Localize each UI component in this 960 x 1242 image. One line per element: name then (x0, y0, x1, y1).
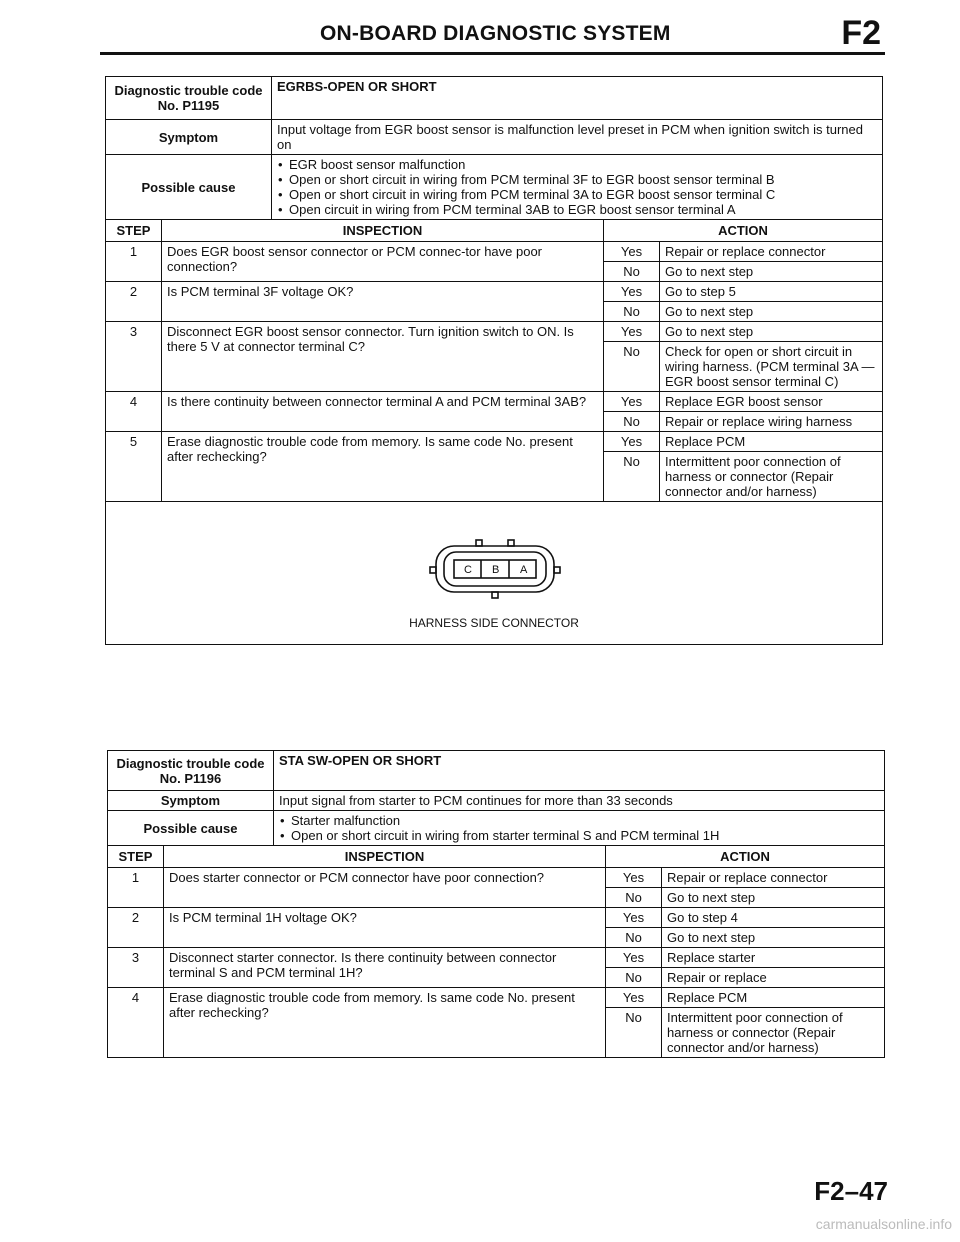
no-action: Repair or replace (662, 968, 885, 988)
yes-label: Yes (604, 282, 660, 302)
yes-label: Yes (604, 432, 660, 452)
inspection-text: Disconnect EGR boost sensor connector. Turn ignition switch to ON. Is there 5 V at connector terminal C? (162, 322, 604, 392)
yes-action: Replace PCM (660, 432, 883, 452)
step-number: 3 (108, 948, 164, 988)
inspection-text: Is PCM terminal 3F voltage OK? (162, 282, 604, 322)
no-label: No (604, 452, 660, 502)
yes-label: Yes (604, 322, 660, 342)
yes-label: Yes (606, 868, 662, 888)
step-row (106, 432, 883, 452)
cause-item: • Starter malfunction (279, 813, 879, 828)
yes-label: Yes (604, 242, 660, 262)
yes-label: Yes (604, 392, 660, 412)
pin-label-c: C (464, 564, 472, 576)
no-action: Go to next step (660, 302, 883, 322)
step-number: 1 (106, 242, 162, 282)
dtc-title: EGRBS-OPEN OR SHORT (272, 77, 883, 120)
cause-item: • Open or short circuit in wiring from PCM terminal 3A to EGR boost sensor terminal C (277, 187, 877, 202)
dtc-label-text: Diagnostic trouble code No. (114, 83, 263, 113)
no-action: Go to next step (662, 928, 885, 948)
dtc-row (106, 77, 883, 120)
column-header-row (108, 846, 885, 868)
cause-item: • Open or short circuit in wiring from PCM terminal 3F to EGR boost sensor terminal B (277, 172, 877, 187)
pin-label-a: A (520, 564, 528, 576)
step-number: 5 (106, 432, 162, 502)
connector-figure-cell (106, 502, 883, 645)
step-number: 3 (106, 322, 162, 392)
step-header: STEP (106, 220, 162, 242)
step-number: 2 (108, 908, 164, 948)
dtc-label (106, 77, 272, 120)
watermark: carmanualsonline.info (815, 1216, 952, 1232)
inspection-header: INSPECTION (164, 846, 606, 868)
step-row (108, 948, 885, 968)
page-header (100, 14, 885, 52)
symptom-text: Input voltage from EGR boost sensor is malfunction level preset in PCM when ignition switch is turned on (272, 120, 883, 155)
inspection-text: Erase diagnostic trouble code from memory. Is same code No. present after rechecking? (162, 432, 604, 502)
no-action: Go to next step (660, 262, 883, 282)
no-action: Repair or replace wiring harness (660, 412, 883, 432)
dtc-code: P1196 (184, 770, 222, 786)
yes-action: Repair or replace connector (660, 242, 883, 262)
cause-item: • EGR boost sensor malfunction (277, 157, 877, 172)
symptom-text: Input signal from starter to PCM continues for more than 33 seconds (274, 791, 885, 811)
yes-action: Repair or replace connector (662, 868, 885, 888)
inspection-text: Is there continuity between connector terminal A and PCM terminal 3AB? (162, 392, 604, 432)
yes-action: Go to step 4 (662, 908, 885, 928)
yes-label: Yes (606, 948, 662, 968)
no-label: No (604, 302, 660, 322)
no-label: No (606, 968, 662, 988)
inspection-header: INSPECTION (162, 220, 604, 242)
step-row (106, 322, 883, 342)
yes-label: Yes (606, 908, 662, 928)
figure-row (106, 502, 883, 645)
cause-item: • Open circuit in wiring from PCM terminal 3AB to EGR boost sensor terminal A (277, 202, 877, 217)
symptom-label: Symptom (108, 791, 274, 811)
symptom-row (108, 791, 885, 811)
yes-action: Go to step 5 (660, 282, 883, 302)
cause-row (106, 155, 883, 220)
inspection-text: Does starter connector or PCM connector have poor connection? (164, 868, 606, 908)
inspection-text: Does EGR boost sensor connector or PCM connec-tor have poor connection? (162, 242, 604, 282)
section-code: F2 (841, 14, 881, 52)
cause-item: • Open or short circuit in wiring from starter terminal S and PCM terminal 1H (279, 828, 879, 843)
no-label: No (604, 262, 660, 282)
dtc-label-text: Diagnostic trouble code No. (116, 755, 265, 786)
inspection-text: Disconnect starter connector. Is there continuity between connector terminal S and PCM terminal 1H? (164, 948, 606, 988)
step-row (106, 392, 883, 412)
yes-action: Replace starter (662, 948, 885, 968)
symptom-row (106, 120, 883, 155)
step-number: 4 (106, 392, 162, 432)
no-label: No (604, 412, 660, 432)
page-number: F2–47 (814, 1176, 888, 1206)
possible-cause-label: Possible cause (106, 155, 272, 220)
dtc-title: STA SW-OPEN OR SHORT (274, 751, 885, 791)
inspection-text: Erase diagnostic trouble code from memory. Is same code No. present after rechecking? (164, 988, 606, 1058)
possible-cause-label: Possible cause (108, 811, 274, 846)
cause-list (277, 157, 877, 217)
header-rule (100, 52, 885, 55)
action-header: ACTION (606, 846, 885, 868)
possible-cause-cell (274, 811, 885, 846)
yes-action: Replace EGR boost sensor (660, 392, 883, 412)
pin-label-b: B (492, 564, 500, 576)
page-title: ON-BOARD DIAGNOSTIC SYSTEM (320, 22, 671, 45)
step-row (108, 868, 885, 888)
yes-label: Yes (606, 988, 662, 1008)
no-action: Go to next step (662, 888, 885, 908)
no-action: Intermittent poor connection of harness or connector (Repair connector and/or harness) (660, 452, 883, 502)
step-row (108, 988, 885, 1008)
step-number: 4 (108, 988, 164, 1058)
dtc-table-p1195 (105, 76, 883, 645)
no-label: No (604, 342, 660, 392)
harness-connector-diagram (426, 536, 566, 606)
dtc-row (108, 751, 885, 791)
step-number: 1 (108, 868, 164, 908)
connector-caption: HARNESS SIDE CONNECTOR (409, 616, 579, 630)
step-row (108, 908, 885, 928)
cause-list (279, 813, 879, 843)
dtc-label (108, 751, 274, 791)
no-label: No (606, 928, 662, 948)
step-row (106, 282, 883, 302)
step-number: 2 (106, 282, 162, 322)
no-label: No (606, 1008, 662, 1058)
step-row (106, 242, 883, 262)
no-action: Intermittent poor connection of harness or connector (Repair connector and/or harness) (662, 1008, 885, 1058)
yes-action: Replace PCM (662, 988, 885, 1008)
inspection-text: Is PCM terminal 1H voltage OK? (164, 908, 606, 948)
dtc-table-p1196 (107, 750, 885, 1058)
no-label: No (606, 888, 662, 908)
symptom-label: Symptom (106, 120, 272, 155)
step-header: STEP (108, 846, 164, 868)
no-action: Check for open or short circuit in wiring harness. (PCM terminal 3A — EGR boost sensor terminal C) (660, 342, 883, 392)
action-header: ACTION (604, 220, 883, 242)
column-header-row (106, 220, 883, 242)
possible-cause-cell (272, 155, 883, 220)
dtc-code: P1195 (182, 98, 220, 113)
yes-action: Go to next step (660, 322, 883, 342)
cause-row (108, 811, 885, 846)
